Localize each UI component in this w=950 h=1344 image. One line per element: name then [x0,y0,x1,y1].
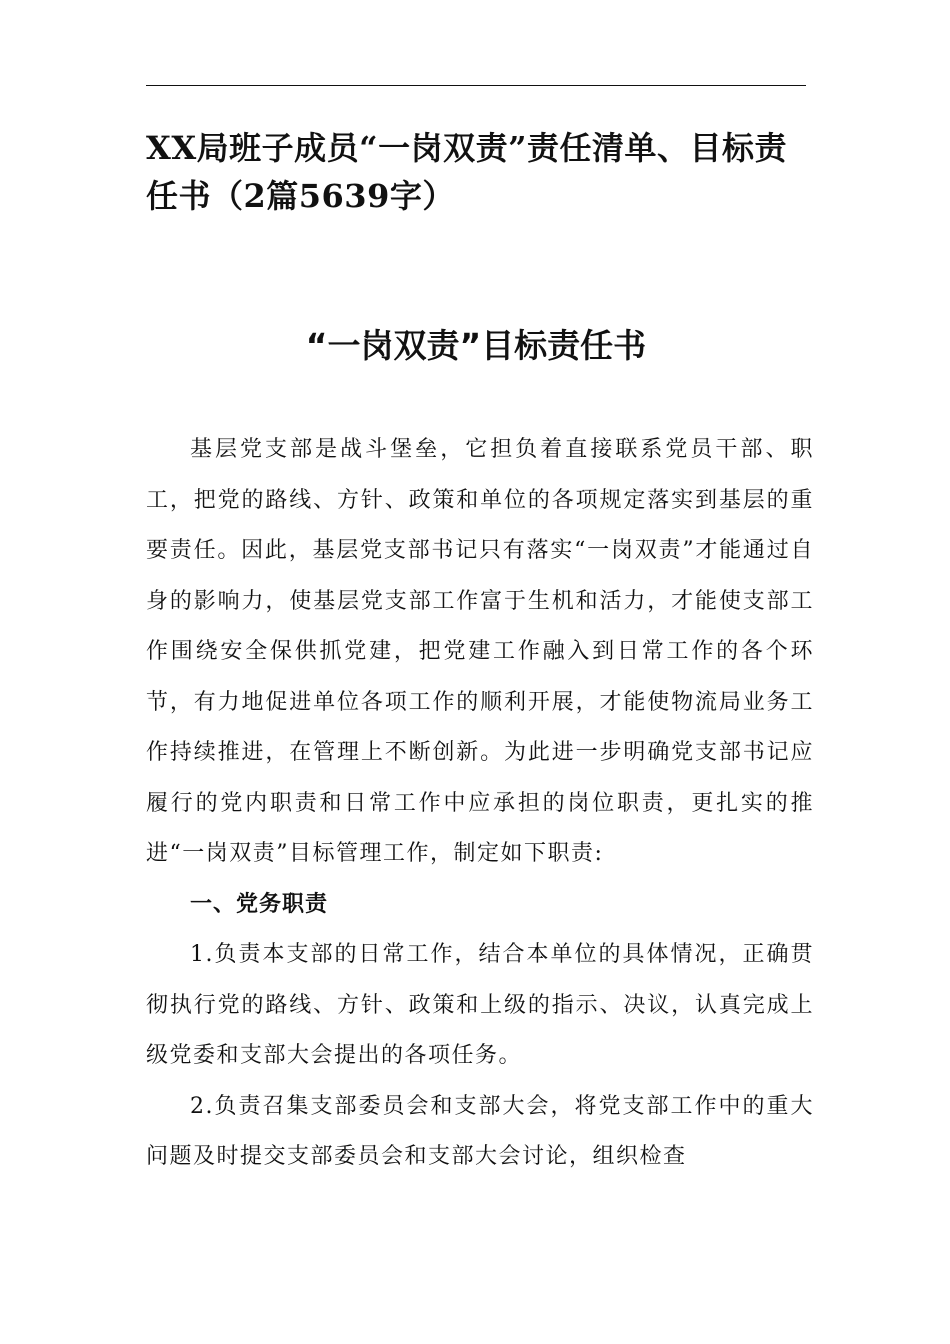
document-title: XX局班子成员“一岗双责”责任清单、目标责任书（2篇5639字） [146,129,787,215]
intro-paragraph: 基层党支部是战斗堡垒，它担负着直接联系党员干部、职工，把党的路线、方针、政策和单位的各项规定落实到基层的重要责任。因此，基层党支部书记只有落实“一岗双责”才能通过自身的影响力，使基层党支部工作富于生机和活力，才能使支部工作围绕安全保供抓党建，把党建工作融入到日常工作的各个环节，有力地促进单位各项工作的顺利开展，才能使物流局业务工作持续推进，在管理上不断创新。为此进一步明确党支部书记应履行的党内职责和日常工作中应承担的岗位职责，更扎实的推进“一岗双责”目标管理工作，制定如下职责: [146,437,814,866]
section-heading-party-duties: 一、党务职责 [190,891,329,917]
section-title: “一岗双责”目标责任书 [305,326,647,365]
duty-item-1: 1.负责本支部的日常工作，结合本单位的具体情况，正确贯彻执行党的路线、方针、政策和上级的指示、决议，认真完成上级党委和支部大会提出的各项任务。 [146,942,814,1068]
duty-item-2: 2.负责召集支部委员会和支部大会，将党支部工作中的重大问题及时提交支部委员会和支部大会讨论，组织检查 [146,1093,814,1169]
document-body [146,425,814,1183]
header-rule [146,85,806,86]
